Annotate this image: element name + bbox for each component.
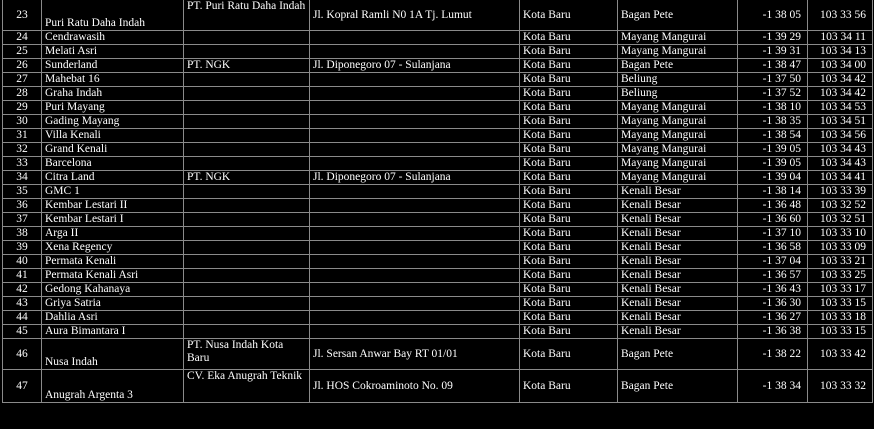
table-row [3, 31, 873, 45]
district-cell: Bagan Pete [618, 59, 738, 73]
housing-name-cell: Citra Land [42, 171, 184, 185]
address-cell [310, 143, 520, 157]
latitude-cell: -1 38 34 [738, 370, 808, 403]
developer-cell [184, 143, 310, 157]
city-cell: Kota Baru [520, 283, 618, 297]
district-cell: Mayang Mangurai [618, 115, 738, 129]
district-cell: Kenali Besar [618, 297, 738, 311]
row-number-cell: 36 [3, 199, 42, 213]
row-number-cell: 24 [3, 31, 42, 45]
latitude-cell: -1 37 50 [738, 73, 808, 87]
latitude-cell: -1 38 47 [738, 59, 808, 73]
developer-cell [184, 157, 310, 171]
housing-name-cell: Griya Satria [42, 297, 184, 311]
address-cell [310, 283, 520, 297]
longitude-cell: 103 33 21 [808, 255, 873, 269]
district-cell: Bagan Pete [618, 0, 738, 31]
longitude-cell: 103 33 10 [808, 227, 873, 241]
longitude-cell: 103 34 13 [808, 45, 873, 59]
city-cell: Kota Baru [520, 199, 618, 213]
longitude-cell: 103 33 42 [808, 339, 873, 370]
city-cell: Kota Baru [520, 227, 618, 241]
row-number-cell: 28 [3, 87, 42, 101]
longitude-cell: 103 33 39 [808, 185, 873, 199]
longitude-cell: 103 34 42 [808, 73, 873, 87]
city-cell: Kota Baru [520, 0, 618, 31]
table-row [3, 171, 873, 185]
district-cell: Kenali Besar [618, 241, 738, 255]
developer-cell [184, 115, 310, 129]
housing-name-cell: Barcelona [42, 157, 184, 171]
housing-name-cell: Aura Bimantara I [42, 325, 184, 339]
table-row [3, 199, 873, 213]
address-cell: Jl. Sersan Anwar Bay RT 01/01 [310, 339, 520, 370]
district-cell: Mayang Mangurai [618, 157, 738, 171]
address-cell [310, 115, 520, 129]
row-number-cell: 35 [3, 185, 42, 199]
row-number-cell: 27 [3, 73, 42, 87]
housing-name-cell: Cendrawasih [42, 31, 184, 45]
table-row [3, 339, 873, 370]
address-cell [310, 45, 520, 59]
housing-name-cell: Dahlia Asri [42, 311, 184, 325]
row-number-cell: 37 [3, 213, 42, 227]
district-cell: Kenali Besar [618, 199, 738, 213]
district-cell: Mayang Mangurai [618, 143, 738, 157]
district-cell: Mayang Mangurai [618, 171, 738, 185]
latitude-cell: -1 39 04 [738, 171, 808, 185]
city-cell: Kota Baru [520, 31, 618, 45]
city-cell: Kota Baru [520, 339, 618, 370]
row-number-cell: 46 [3, 339, 42, 370]
district-cell: Kenali Besar [618, 283, 738, 297]
latitude-cell: -1 36 38 [738, 325, 808, 339]
table-row [3, 283, 873, 297]
city-cell: Kota Baru [520, 45, 618, 59]
longitude-cell: 103 34 43 [808, 143, 873, 157]
row-number-cell: 31 [3, 129, 42, 143]
longitude-cell: 103 33 17 [808, 283, 873, 297]
row-number-cell: 30 [3, 115, 42, 129]
table-row [3, 311, 873, 325]
address-cell [310, 87, 520, 101]
table-row [3, 143, 873, 157]
longitude-cell: 103 32 51 [808, 213, 873, 227]
city-cell: Kota Baru [520, 143, 618, 157]
address-cell [310, 73, 520, 87]
row-number-cell: 40 [3, 255, 42, 269]
row-number-cell: 26 [3, 59, 42, 73]
table-row [3, 101, 873, 115]
housing-name-cell: Grand Kenali [42, 143, 184, 157]
row-number-cell: 33 [3, 157, 42, 171]
district-cell: Mayang Mangurai [618, 101, 738, 115]
address-cell [310, 227, 520, 241]
table-row [3, 129, 873, 143]
housing-name-cell: Gedong Kahanaya [42, 283, 184, 297]
district-cell: Kenali Besar [618, 185, 738, 199]
latitude-cell: -1 39 29 [738, 31, 808, 45]
developer-cell [184, 45, 310, 59]
district-cell: Bagan Pete [618, 339, 738, 370]
address-cell [310, 311, 520, 325]
address-cell [310, 255, 520, 269]
longitude-cell: 103 34 56 [808, 129, 873, 143]
city-cell: Kota Baru [520, 171, 618, 185]
longitude-cell: 103 32 52 [808, 199, 873, 213]
developer-cell [184, 297, 310, 311]
developer-cell [184, 185, 310, 199]
address-cell: Jl. HOS Cokroaminoto No. 09 [310, 370, 520, 403]
address-cell [310, 269, 520, 283]
housing-name-cell: Villa Kenali [42, 129, 184, 143]
longitude-cell: 103 33 56 [808, 0, 873, 31]
row-number-cell: 25 [3, 45, 42, 59]
developer-cell [184, 213, 310, 227]
latitude-cell: -1 36 43 [738, 283, 808, 297]
row-number-cell: 44 [3, 311, 42, 325]
developer-cell: PT. Puri Ratu Daha Indah [184, 0, 310, 31]
table-row [3, 227, 873, 241]
housing-name-cell: Sunderland [42, 59, 184, 73]
row-number-cell: 34 [3, 171, 42, 185]
city-cell: Kota Baru [520, 255, 618, 269]
developer-cell: CV. Eka Anugrah Teknik [184, 370, 310, 403]
address-cell [310, 101, 520, 115]
housing-name-cell: Puri Mayang [42, 101, 184, 115]
row-number-cell: 29 [3, 101, 42, 115]
table-row [3, 241, 873, 255]
developer-cell [184, 241, 310, 255]
city-cell: Kota Baru [520, 325, 618, 339]
developer-cell [184, 227, 310, 241]
latitude-cell: -1 39 31 [738, 45, 808, 59]
latitude-cell: -1 36 30 [738, 297, 808, 311]
address-cell: Jl. Diponegoro 07 - Sulanjana [310, 171, 520, 185]
housing-name-cell: Kembar Lestari II [42, 199, 184, 213]
housing-name-cell: Nusa Indah [42, 339, 184, 370]
developer-cell [184, 311, 310, 325]
housing-name-cell: Mahebat 16 [42, 73, 184, 87]
longitude-cell: 103 33 25 [808, 269, 873, 283]
latitude-cell: -1 37 04 [738, 255, 808, 269]
housing-name-cell: Graha Indah [42, 87, 184, 101]
row-number-cell: 43 [3, 297, 42, 311]
table-row [3, 297, 873, 311]
district-cell: Kenali Besar [618, 255, 738, 269]
table-row [3, 0, 873, 31]
city-cell: Kota Baru [520, 87, 618, 101]
latitude-cell: -1 38 14 [738, 185, 808, 199]
district-cell: Beliung [618, 87, 738, 101]
developer-cell [184, 199, 310, 213]
developer-cell [184, 255, 310, 269]
city-cell: Kota Baru [520, 115, 618, 129]
housing-name-cell: Anugrah Argenta 3 [42, 370, 184, 403]
city-cell: Kota Baru [520, 269, 618, 283]
developer-cell [184, 101, 310, 115]
table-row [3, 325, 873, 339]
latitude-cell: -1 37 52 [738, 87, 808, 101]
housing-name-cell: Xena Regency [42, 241, 184, 255]
city-cell: Kota Baru [520, 59, 618, 73]
city-cell: Kota Baru [520, 213, 618, 227]
row-number-cell: 45 [3, 325, 42, 339]
latitude-cell: -1 37 10 [738, 227, 808, 241]
developer-cell: PT. Nusa Indah Kota Baru [184, 339, 310, 370]
longitude-cell: 103 34 43 [808, 157, 873, 171]
housing-name-cell: Puri Ratu Daha Indah [42, 0, 184, 31]
city-cell: Kota Baru [520, 297, 618, 311]
row-number-cell: 47 [3, 370, 42, 403]
address-cell: Jl. Diponegoro 07 - Sulanjana [310, 59, 520, 73]
longitude-cell: 103 33 15 [808, 297, 873, 311]
city-cell: Kota Baru [520, 311, 618, 325]
latitude-cell: -1 39 05 [738, 143, 808, 157]
longitude-cell: 103 34 42 [808, 87, 873, 101]
table-row [3, 45, 873, 59]
city-cell: Kota Baru [520, 73, 618, 87]
developer-cell: PT. NGK [184, 171, 310, 185]
district-cell: Beliung [618, 73, 738, 87]
table-body [3, 0, 873, 403]
latitude-cell: -1 36 27 [738, 311, 808, 325]
city-cell: Kota Baru [520, 157, 618, 171]
latitude-cell: -1 38 54 [738, 129, 808, 143]
table-row [3, 157, 873, 171]
address-cell: Jl. Kopral Ramli N0 1A Tj. Lumut [310, 0, 520, 31]
housing-name-cell: Permata Kenali [42, 255, 184, 269]
address-cell [310, 199, 520, 213]
developer-cell [184, 87, 310, 101]
city-cell: Kota Baru [520, 241, 618, 255]
row-number-cell: 42 [3, 283, 42, 297]
housing-name-cell: Arga II [42, 227, 184, 241]
district-cell: Kenali Besar [618, 213, 738, 227]
developer-cell [184, 269, 310, 283]
housing-name-cell: Kembar Lestari I [42, 213, 184, 227]
developer-cell [184, 31, 310, 45]
city-cell: Kota Baru [520, 129, 618, 143]
table-row [3, 255, 873, 269]
latitude-cell: -1 38 05 [738, 0, 808, 31]
district-cell: Kenali Besar [618, 269, 738, 283]
district-cell: Kenali Besar [618, 311, 738, 325]
address-cell [310, 325, 520, 339]
city-cell: Kota Baru [520, 370, 618, 403]
row-number-cell: 41 [3, 269, 42, 283]
longitude-cell: 103 34 00 [808, 59, 873, 73]
developer-cell [184, 73, 310, 87]
housing-table [2, 0, 873, 403]
latitude-cell: -1 36 58 [738, 241, 808, 255]
row-number-cell: 39 [3, 241, 42, 255]
address-cell [310, 31, 520, 45]
housing-name-cell: Permata Kenali Asri [42, 269, 184, 283]
longitude-cell: 103 33 09 [808, 241, 873, 255]
developer-cell [184, 283, 310, 297]
table-row [3, 213, 873, 227]
address-cell [310, 185, 520, 199]
table-row [3, 59, 873, 73]
housing-name-cell: GMC 1 [42, 185, 184, 199]
latitude-cell: -1 36 60 [738, 213, 808, 227]
longitude-cell: 103 34 41 [808, 171, 873, 185]
address-cell [310, 213, 520, 227]
latitude-cell: -1 36 48 [738, 199, 808, 213]
row-number-cell: 38 [3, 227, 42, 241]
district-cell: Bagan Pete [618, 370, 738, 403]
district-cell: Kenali Besar [618, 227, 738, 241]
table-row [3, 87, 873, 101]
latitude-cell: -1 38 10 [738, 101, 808, 115]
row-number-cell: 23 [3, 0, 42, 31]
district-cell: Mayang Mangurai [618, 45, 738, 59]
longitude-cell: 103 33 15 [808, 325, 873, 339]
table-row [3, 269, 873, 283]
developer-cell [184, 129, 310, 143]
table-row [3, 115, 873, 129]
address-cell [310, 157, 520, 171]
latitude-cell: -1 36 57 [738, 269, 808, 283]
longitude-cell: 103 34 11 [808, 31, 873, 45]
district-cell: Mayang Mangurai [618, 129, 738, 143]
address-cell [310, 297, 520, 311]
district-cell: Kenali Besar [618, 325, 738, 339]
housing-name-cell: Melati Asri [42, 45, 184, 59]
longitude-cell: 103 33 32 [808, 370, 873, 403]
longitude-cell: 103 34 53 [808, 101, 873, 115]
address-cell [310, 241, 520, 255]
table-row [3, 370, 873, 403]
latitude-cell: -1 38 35 [738, 115, 808, 129]
city-cell: Kota Baru [520, 185, 618, 199]
district-cell: Mayang Mangurai [618, 31, 738, 45]
latitude-cell: -1 38 22 [738, 339, 808, 370]
developer-cell [184, 325, 310, 339]
longitude-cell: 103 34 51 [808, 115, 873, 129]
developer-cell: PT. NGK [184, 59, 310, 73]
row-number-cell: 32 [3, 143, 42, 157]
city-cell: Kota Baru [520, 101, 618, 115]
address-cell [310, 129, 520, 143]
table-row [3, 73, 873, 87]
latitude-cell: -1 39 05 [738, 157, 808, 171]
table-row [3, 185, 873, 199]
longitude-cell: 103 33 18 [808, 311, 873, 325]
housing-name-cell: Gading Mayang [42, 115, 184, 129]
